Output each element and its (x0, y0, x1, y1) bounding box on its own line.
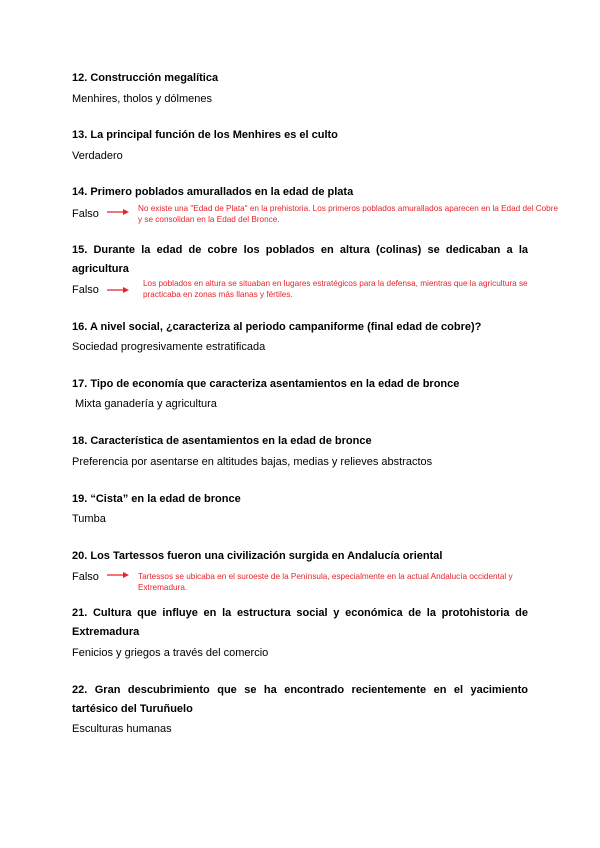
question-22: 22. Gran descubrimiento que se ha encontrado recientemente en el yacimiento tartésico del Turuñuelo (72, 684, 528, 715)
question-13: 13. La principal función de los Menhires es el culto (72, 129, 338, 141)
annotation-15: Los poblados en altura se situaban en lugares estratégicos para la defensa, mientras que la agricultura se practicaba en zonas más llanas y fértiles. (143, 279, 528, 299)
question-16: 16. A nivel social, ¿caracteriza al periodo campaniforme (final edad de cobre)? (72, 321, 482, 333)
question-20: 20. Los Tartessos fueron una civilización surgida en Andalucía oriental (72, 550, 443, 562)
arrow-right-icon (107, 571, 129, 579)
answer-12: Menhires, tholos y dólmenes (72, 93, 213, 105)
question-17: 17. Tipo de economía que caracteriza asentamientos en la edad de bronce (72, 378, 460, 390)
answer-20: Falso (72, 571, 99, 583)
question-14: 14. Primero poblados amurallados en la edad de plata (72, 186, 354, 198)
answer-19: Tumba (72, 513, 106, 525)
answer-17: Mixta ganadería y agricultura (72, 398, 217, 410)
annotation-20: Tartessos se ubicaba en el suroeste de la Península, especialmente en la actual Andalucía occidental y Extremadura. (138, 572, 513, 592)
arrow-right-icon (107, 208, 129, 216)
question-18: 18. Característica de asentamientos en la edad de bronce (72, 435, 372, 447)
answer-13: Verdadero (72, 150, 123, 162)
question-19: 19. “Cista” en la edad de bronce (72, 493, 241, 505)
arrow-right-icon (107, 286, 129, 294)
answer-22: Esculturas humanas (72, 723, 172, 735)
annotation-14: No existe una "Edad de Plata" en la prehistoria. Los primeros poblados amurallados aparecen en la Edad del Cobre y se consolidan en la Edad del Bronce. (138, 204, 558, 224)
question-12: 12. Construcción megalítica (72, 72, 219, 84)
question-15: 15. Durante la edad de cobre los poblados en altura (colinas) se dedicaban a la agricultura (72, 244, 528, 275)
answer-16: Sociedad progresivamente estratificada (72, 341, 266, 353)
question-21: 21. Cultura que influye en la estructura social y económica de la protohistoria de Extremadura (72, 607, 528, 638)
answer-15: Falso (72, 284, 99, 296)
answer-14: Falso (72, 208, 99, 220)
answer-18: Preferencia por asentarse en altitudes bajas, medias y relieves abstractos (72, 456, 433, 468)
answer-21: Fenicios y griegos a través del comercio (72, 647, 269, 659)
